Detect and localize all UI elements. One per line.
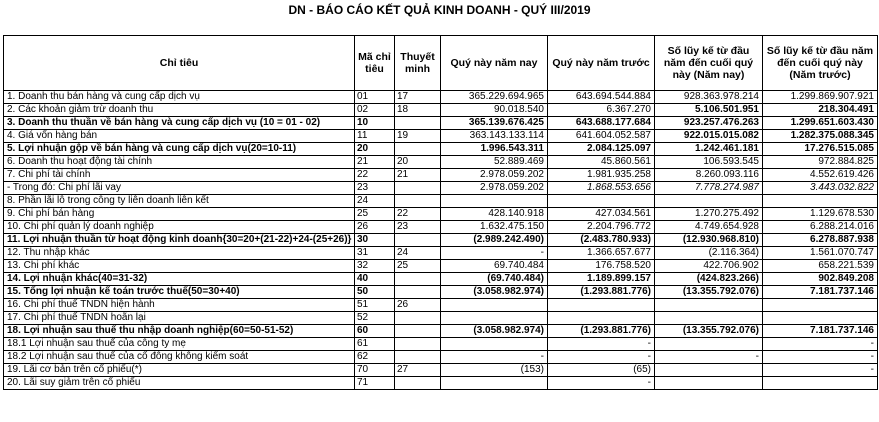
row-q-truoc: (65) bbox=[548, 364, 655, 377]
row-lk-truoc: 658.221.539 bbox=[763, 260, 878, 273]
row-code: 31 bbox=[355, 247, 395, 260]
row-lk-truoc: 7.181.737.146 bbox=[763, 286, 878, 299]
header-thuyet-minh: Thuyết minh bbox=[395, 36, 441, 91]
row-lk-truoc: 972.884.825 bbox=[763, 156, 878, 169]
row-lk-truoc bbox=[763, 377, 878, 390]
row-lk-nay: (13.355.792.076) bbox=[655, 286, 763, 299]
row-q-truoc: 643.694.544.884 bbox=[548, 91, 655, 104]
row-note bbox=[395, 234, 441, 247]
table-row bbox=[4, 91, 878, 104]
row-q-truoc: 1.189.899.157 bbox=[548, 273, 655, 286]
row-lk-nay: 923.257.476.263 bbox=[655, 117, 763, 130]
table-row bbox=[4, 273, 878, 286]
row-lk-truoc: 7.181.737.146 bbox=[763, 325, 878, 338]
income-statement-table bbox=[3, 35, 878, 390]
row-code: 10 bbox=[355, 117, 395, 130]
row-code: 25 bbox=[355, 208, 395, 221]
row-q-nay: 363.143.133.114 bbox=[441, 130, 548, 143]
row-q-nay: (153) bbox=[441, 364, 548, 377]
row-note: 26 bbox=[395, 299, 441, 312]
row-note: 20 bbox=[395, 156, 441, 169]
row-name: 15. Tổng lợi nhuận kế toán trước thuế(50=30+40) bbox=[4, 286, 355, 299]
row-code: 52 bbox=[355, 312, 395, 325]
row-code: 23 bbox=[355, 182, 395, 195]
row-lk-truoc: 3.443.032.822 bbox=[763, 182, 878, 195]
row-name: 4. Giá vốn hàng bán bbox=[4, 130, 355, 143]
row-note: 27 bbox=[395, 364, 441, 377]
row-note: 19 bbox=[395, 130, 441, 143]
row-q-truoc: 641.604.052.587 bbox=[548, 130, 655, 143]
row-code: 70 bbox=[355, 364, 395, 377]
row-note: 25 bbox=[395, 260, 441, 273]
row-code: 01 bbox=[355, 91, 395, 104]
table-row bbox=[4, 247, 878, 260]
row-q-truoc: - bbox=[548, 377, 655, 390]
row-q-truoc bbox=[548, 195, 655, 208]
row-q-nay: 90.018.540 bbox=[441, 104, 548, 117]
row-q-nay: 365.139.676.425 bbox=[441, 117, 548, 130]
row-code: 11 bbox=[355, 130, 395, 143]
row-note: 23 bbox=[395, 221, 441, 234]
row-code: 32 bbox=[355, 260, 395, 273]
row-q-truoc: 2.204.796.772 bbox=[548, 221, 655, 234]
row-lk-nay bbox=[655, 364, 763, 377]
row-lk-truoc: 1.299.869.907.921 bbox=[763, 91, 878, 104]
row-name: 14. Lợi nhuận khác(40=31-32) bbox=[4, 273, 355, 286]
row-note: 17 bbox=[395, 91, 441, 104]
row-lk-truoc: 1.299.651.603.430 bbox=[763, 117, 878, 130]
row-lk-truoc: 6.278.887.938 bbox=[763, 234, 878, 247]
row-q-truoc: 176.758.520 bbox=[548, 260, 655, 273]
row-lk-nay: 1.242.461.181 bbox=[655, 143, 763, 156]
row-code: 61 bbox=[355, 338, 395, 351]
table-row bbox=[4, 351, 878, 364]
header-quy-nay-nam-nay: Quý này năm nay bbox=[441, 36, 548, 91]
row-lk-truoc: - bbox=[763, 351, 878, 364]
row-q-truoc: 1.868.553.656 bbox=[548, 182, 655, 195]
row-q-truoc: - bbox=[548, 351, 655, 364]
row-lk-truoc: 4.552.619.426 bbox=[763, 169, 878, 182]
row-q-nay: 1.996.543.311 bbox=[441, 143, 548, 156]
row-q-truoc: 6.367.270 bbox=[548, 104, 655, 117]
table-row bbox=[4, 130, 878, 143]
row-q-truoc: (1.293.881.776) bbox=[548, 325, 655, 338]
row-note: 18 bbox=[395, 104, 441, 117]
row-lk-nay: 8.260.093.116 bbox=[655, 169, 763, 182]
table-row bbox=[4, 312, 878, 325]
row-q-nay: 69.740.484 bbox=[441, 260, 548, 273]
row-q-truoc: 427.034.561 bbox=[548, 208, 655, 221]
table-row bbox=[4, 325, 878, 338]
row-q-nay: (69.740.484) bbox=[441, 273, 548, 286]
header-quy-nay-nam-truoc: Quý này năm trước bbox=[548, 36, 655, 91]
row-lk-nay: (13.355.792.076) bbox=[655, 325, 763, 338]
row-name: 7. Chi phí tài chính bbox=[4, 169, 355, 182]
row-note bbox=[395, 117, 441, 130]
row-q-nay: 2.978.059.202 bbox=[441, 182, 548, 195]
row-lk-nay: 922.015.015.082 bbox=[655, 130, 763, 143]
report-title: DN - BÁO CÁO KẾT QUẢ KINH DOANH - QUÝ III/2019 bbox=[288, 3, 591, 17]
row-q-truoc: 2.084.125.097 bbox=[548, 143, 655, 156]
row-lk-truoc: 1.282.375.088.345 bbox=[763, 130, 878, 143]
row-note bbox=[395, 338, 441, 351]
table-row bbox=[4, 364, 878, 377]
row-name: 13. Chi phí khác bbox=[4, 260, 355, 273]
row-q-nay: 2.978.059.202 bbox=[441, 169, 548, 182]
row-name: 18.1 Lợi nhuận sau thuế của công ty mẹ bbox=[4, 338, 355, 351]
row-lk-nay: 1.270.275.492 bbox=[655, 208, 763, 221]
header-ma-chi-tieu: Mã chỉ tiêu bbox=[355, 36, 395, 91]
row-lk-nay: 7.778.274.987 bbox=[655, 182, 763, 195]
table-row bbox=[4, 208, 878, 221]
row-lk-nay: 4.749.654.928 bbox=[655, 221, 763, 234]
table-row bbox=[4, 260, 878, 273]
row-name: 6. Doanh thu hoạt động tài chính bbox=[4, 156, 355, 169]
table-row bbox=[4, 299, 878, 312]
row-code: 50 bbox=[355, 286, 395, 299]
row-name: 18. Lợi nhuận sau thuế thu nhập doanh nghiệp(60=50-51-52) bbox=[4, 325, 355, 338]
table-row bbox=[4, 377, 878, 390]
row-q-nay: 52.889.469 bbox=[441, 156, 548, 169]
row-lk-nay bbox=[655, 195, 763, 208]
table-row bbox=[4, 234, 878, 247]
row-lk-truoc: - bbox=[763, 364, 878, 377]
row-q-truoc: (1.293.881.776) bbox=[548, 286, 655, 299]
row-name: 9. Chi phí bán hàng bbox=[4, 208, 355, 221]
row-lk-nay: 928.363.978.214 bbox=[655, 91, 763, 104]
row-note bbox=[395, 325, 441, 338]
table-row bbox=[4, 182, 878, 195]
row-q-nay: - bbox=[441, 247, 548, 260]
row-name: 5. Lợi nhuận gộp về bán hàng và cung cấp dịch vụ(20=10-11) bbox=[4, 143, 355, 156]
row-lk-truoc: 6.288.214.016 bbox=[763, 221, 878, 234]
row-lk-truoc: 902.849.208 bbox=[763, 273, 878, 286]
row-name: 20. Lãi suy giảm trên cổ phiếu bbox=[4, 377, 355, 390]
header-luy-ke-nam-truoc: Số lũy kế từ đầu năm đến cuối quý này (Năm trước) bbox=[763, 36, 878, 91]
row-name: 10. Chi phí quản lý doanh nghiệp bbox=[4, 221, 355, 234]
header-chi-tieu: Chỉ tiêu bbox=[4, 36, 355, 91]
row-lk-nay: - bbox=[655, 351, 763, 364]
row-q-truoc bbox=[548, 299, 655, 312]
table-row bbox=[4, 143, 878, 156]
row-code: 71 bbox=[355, 377, 395, 390]
row-note bbox=[395, 351, 441, 364]
row-lk-nay: (12.930.968.810) bbox=[655, 234, 763, 247]
row-lk-nay bbox=[655, 312, 763, 325]
row-name: 2. Các khoản giảm trừ doanh thu bbox=[4, 104, 355, 117]
row-name: 3. Doanh thu thuần về bán hàng và cung cấp dịch vụ (10 = 01 - 02) bbox=[4, 117, 355, 130]
row-lk-truoc: 1.129.678.530 bbox=[763, 208, 878, 221]
row-code: 62 bbox=[355, 351, 395, 364]
row-q-nay bbox=[441, 312, 548, 325]
row-q-truoc: 1.366.657.677 bbox=[548, 247, 655, 260]
row-note bbox=[395, 286, 441, 299]
row-code: 24 bbox=[355, 195, 395, 208]
row-q-nay: (2.989.242.490) bbox=[441, 234, 548, 247]
row-note bbox=[395, 377, 441, 390]
row-name: 18.2 Lợi nhuận sau thuế của cổ đông không kiểm soát bbox=[4, 351, 355, 364]
row-lk-nay bbox=[655, 377, 763, 390]
row-name: 8. Phần lãi lỗ trong công ty liên doanh liên kết bbox=[4, 195, 355, 208]
row-q-nay bbox=[441, 299, 548, 312]
table-row bbox=[4, 156, 878, 169]
row-q-truoc: - bbox=[548, 338, 655, 351]
row-note bbox=[395, 312, 441, 325]
row-name: 17. Chi phí thuế TNDN hoãn lại bbox=[4, 312, 355, 325]
row-name: 16. Chi phí thuế TNDN hiện hành bbox=[4, 299, 355, 312]
row-q-nay: 1.632.475.150 bbox=[441, 221, 548, 234]
row-name: 11. Lợi nhuận thuần từ hoạt động kinh doanh{30=20+(21-22)+24-(25+26)} bbox=[4, 234, 355, 247]
row-code: 22 bbox=[355, 169, 395, 182]
row-note: 21 bbox=[395, 169, 441, 182]
row-q-truoc: 1.981.935.258 bbox=[548, 169, 655, 182]
header-row bbox=[4, 36, 878, 91]
row-code: 20 bbox=[355, 143, 395, 156]
row-lk-nay: (424.823.266) bbox=[655, 273, 763, 286]
row-note bbox=[395, 143, 441, 156]
row-lk-truoc: 17.276.515.085 bbox=[763, 143, 878, 156]
row-code: 21 bbox=[355, 156, 395, 169]
row-q-truoc: 643.688.177.684 bbox=[548, 117, 655, 130]
row-name: - Trong đó: Chi phí lãi vay bbox=[4, 182, 355, 195]
row-q-nay bbox=[441, 195, 548, 208]
row-q-truoc: 45.860.561 bbox=[548, 156, 655, 169]
row-q-nay: (3.058.982.974) bbox=[441, 325, 548, 338]
row-name: 12. Thu nhập khác bbox=[4, 247, 355, 260]
row-note bbox=[395, 273, 441, 286]
row-lk-truoc: 218.304.491 bbox=[763, 104, 878, 117]
row-q-nay bbox=[441, 377, 548, 390]
row-lk-nay: 422.706.902 bbox=[655, 260, 763, 273]
table-row bbox=[4, 169, 878, 182]
row-code: 60 bbox=[355, 325, 395, 338]
row-q-nay: 365.229.694.965 bbox=[441, 91, 548, 104]
row-q-nay: (3.058.982.974) bbox=[441, 286, 548, 299]
row-q-truoc: (2.483.780.933) bbox=[548, 234, 655, 247]
row-note: 22 bbox=[395, 208, 441, 221]
row-q-nay: - bbox=[441, 351, 548, 364]
row-code: 02 bbox=[355, 104, 395, 117]
row-note bbox=[395, 195, 441, 208]
row-lk-truoc bbox=[763, 299, 878, 312]
table-row bbox=[4, 104, 878, 117]
row-note bbox=[395, 182, 441, 195]
row-lk-truoc: 1.561.070.747 bbox=[763, 247, 878, 260]
table-row bbox=[4, 338, 878, 351]
table-row bbox=[4, 221, 878, 234]
header-luy-ke-nam-nay: Số lũy kế từ đầu năm đến cuối quý này (Năm nay) bbox=[655, 36, 763, 91]
row-lk-truoc: - bbox=[763, 338, 878, 351]
row-name: 1. Doanh thu bán hàng và cung cấp dịch vụ bbox=[4, 91, 355, 104]
row-q-nay bbox=[441, 338, 548, 351]
row-lk-nay bbox=[655, 299, 763, 312]
row-lk-nay: (2.116.364) bbox=[655, 247, 763, 260]
table-row bbox=[4, 117, 878, 130]
row-name: 19. Lãi cơ bản trên cổ phiếu(*) bbox=[4, 364, 355, 377]
table-row bbox=[4, 195, 878, 208]
row-q-truoc bbox=[548, 312, 655, 325]
table-row bbox=[4, 286, 878, 299]
row-code: 30 bbox=[355, 234, 395, 247]
row-code: 51 bbox=[355, 299, 395, 312]
row-lk-truoc bbox=[763, 195, 878, 208]
row-code: 26 bbox=[355, 221, 395, 234]
row-code: 40 bbox=[355, 273, 395, 286]
row-note: 24 bbox=[395, 247, 441, 260]
row-lk-nay: 5.106.501.951 bbox=[655, 104, 763, 117]
row-lk-truoc bbox=[763, 312, 878, 325]
row-q-nay: 428.140.918 bbox=[441, 208, 548, 221]
row-lk-nay: 106.593.545 bbox=[655, 156, 763, 169]
row-lk-nay bbox=[655, 338, 763, 351]
